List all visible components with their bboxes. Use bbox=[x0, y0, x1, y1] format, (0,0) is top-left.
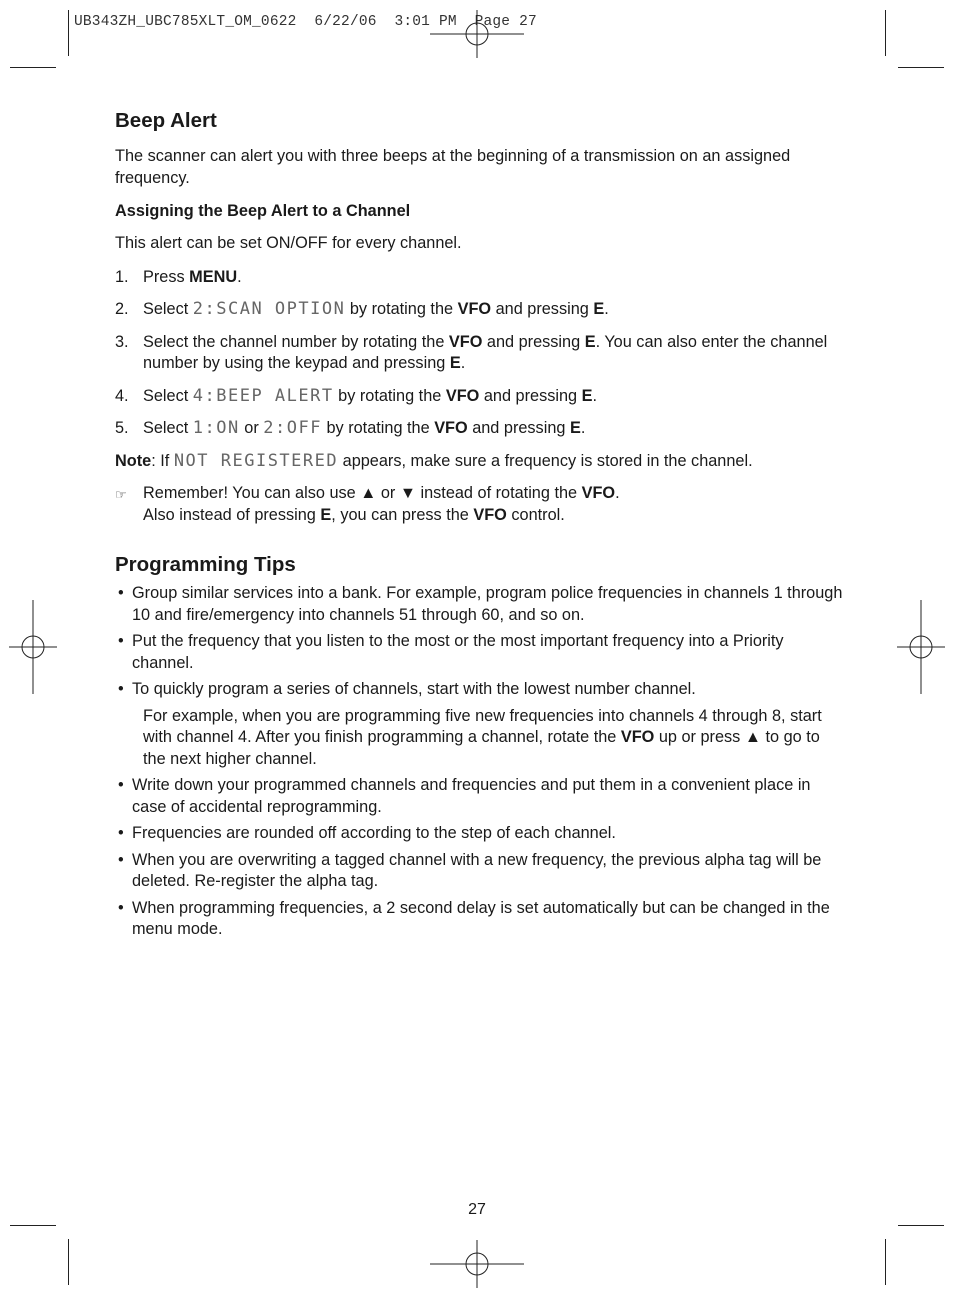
bullet-icon: • bbox=[118, 850, 124, 869]
step-5: 5. Select 1:ON or 2:OFF by rotating the VFO and pressing E. bbox=[115, 418, 586, 438]
vfo-key: VFO bbox=[445, 386, 480, 405]
step-number: 1. bbox=[115, 267, 129, 286]
crop-mark bbox=[885, 1239, 886, 1285]
tip-item: • Frequencies are rounded off according to the step of each channel. bbox=[115, 823, 845, 845]
bullet-icon: • bbox=[118, 898, 124, 917]
crop-mark bbox=[898, 67, 944, 68]
crop-mark bbox=[10, 67, 56, 68]
e-key: E bbox=[569, 419, 581, 437]
lcd-text-scan-option: 2:SCAN OPTION bbox=[192, 299, 346, 319]
e-key: E bbox=[581, 386, 593, 405]
bullet-icon: • bbox=[118, 680, 124, 698]
beep-alert-intro: The scanner can alert you with three beeps at the beginning of a transmission on an assigned frequency. bbox=[115, 147, 791, 187]
step-3: 3. Select the channel number by rotating the VFO and pressing E. You can also enter the channel number by using the keypad and pressing E. bbox=[115, 332, 828, 372]
step-number: 3. bbox=[115, 332, 129, 351]
bullet-icon: • bbox=[118, 824, 124, 842]
note-label: Note bbox=[115, 451, 152, 470]
crop-mark bbox=[10, 1225, 56, 1226]
lcd-text-beep-alert: 4:BEEP ALERT bbox=[192, 385, 334, 406]
tip-item: • Write down your programmed channels and frequencies and put them in a convenient place in case of accidental reprogramming. bbox=[118, 776, 811, 816]
beep-alert-heading: Beep Alert bbox=[115, 109, 217, 132]
tip-example: For example, when you are programming five new frequencies into channels 4 through 8, start with channel 4. After you finish programming a channel, rotate the VFO up or press ▲ to go to the next higher channel. bbox=[143, 706, 822, 768]
step-number: 5. bbox=[115, 419, 129, 437]
registration-mark-top bbox=[430, 10, 524, 58]
tip-item: • To quickly program a series of channels, start with the lowest number channel. bbox=[115, 679, 845, 701]
print-slug: UB343ZH_UBC785XLT_OM_0622 6/22/06 3:01 PM Page 27 bbox=[74, 14, 537, 30]
bullet-icon: • bbox=[118, 776, 124, 794]
lcd-text-on: 1:ON bbox=[192, 418, 240, 438]
crop-mark bbox=[68, 10, 69, 56]
tip: ☞ Remember! You can also use ▲ or ▼ instead of rotating the VFO. Also instead of pressing E, you can press the VFO control. bbox=[115, 484, 620, 524]
step-1: 1. Press MENU. bbox=[115, 267, 845, 289]
tip-item: • Put the frequency that you listen to the most or the most important frequency into a Priority channel. bbox=[118, 632, 784, 672]
note: Note: If NOT REGISTERED appears, make sure a frequency is stored in the channel. bbox=[115, 450, 753, 471]
e-key: E bbox=[449, 354, 461, 372]
e-key: E bbox=[593, 300, 605, 318]
e-key: E bbox=[584, 332, 596, 351]
crop-mark bbox=[898, 1225, 944, 1226]
page-content bbox=[115, 108, 845, 941]
vfo-key: VFO bbox=[434, 419, 468, 437]
page-number: 27 bbox=[468, 1201, 486, 1218]
crop-mark bbox=[68, 1239, 69, 1285]
tip-item: • Group similar services into a bank. For example, program police frequencies in channels 1 through 10 and fire/emergency into channels 51 through 60, and so on. bbox=[118, 584, 843, 624]
registration-mark-right bbox=[897, 600, 945, 694]
bullet-icon: • bbox=[118, 584, 124, 602]
assign-beep-alert-intro: This alert can be set ON/OFF for every channel. bbox=[115, 234, 462, 252]
e-key: E bbox=[320, 505, 332, 524]
vfo-key: VFO bbox=[457, 300, 492, 318]
programming-tips-heading: Programming Tips bbox=[115, 553, 296, 576]
step-2: 2. Select 2:SCAN OPTION by rotating the VFO and pressing E. bbox=[115, 299, 609, 319]
pointing-hand-icon: ☞ bbox=[115, 487, 127, 502]
tip-item: • When programming frequencies, a 2 second delay is set automatically but can be changed in the menu mode. bbox=[118, 898, 830, 938]
registration-mark-bottom bbox=[430, 1240, 524, 1288]
crop-mark bbox=[885, 10, 886, 56]
vfo-key: VFO bbox=[620, 728, 655, 746]
lcd-text-off: 2:OFF bbox=[263, 418, 322, 438]
vfo-key: VFO bbox=[448, 332, 483, 351]
vfo-key: VFO bbox=[473, 505, 507, 524]
step-number: 2. bbox=[115, 300, 129, 318]
lcd-text-not-registered: NOT REGISTERED bbox=[173, 450, 339, 471]
vfo-key: VFO bbox=[581, 484, 616, 502]
menu-key: MENU bbox=[189, 267, 238, 286]
registration-mark-left bbox=[9, 600, 57, 694]
step-number: 4. bbox=[115, 386, 129, 405]
bullet-icon: • bbox=[118, 632, 124, 650]
step-4: 4. Select 4:BEEP ALERT by rotating the VFO and pressing E. bbox=[115, 385, 598, 406]
assign-beep-alert-subheading: Assigning the Beep Alert to a Channel bbox=[115, 202, 411, 220]
tip-item: • When you are overwriting a tagged channel with a new frequency, the previous alpha tag will be deleted. Re-register the alpha tag. bbox=[118, 850, 822, 890]
